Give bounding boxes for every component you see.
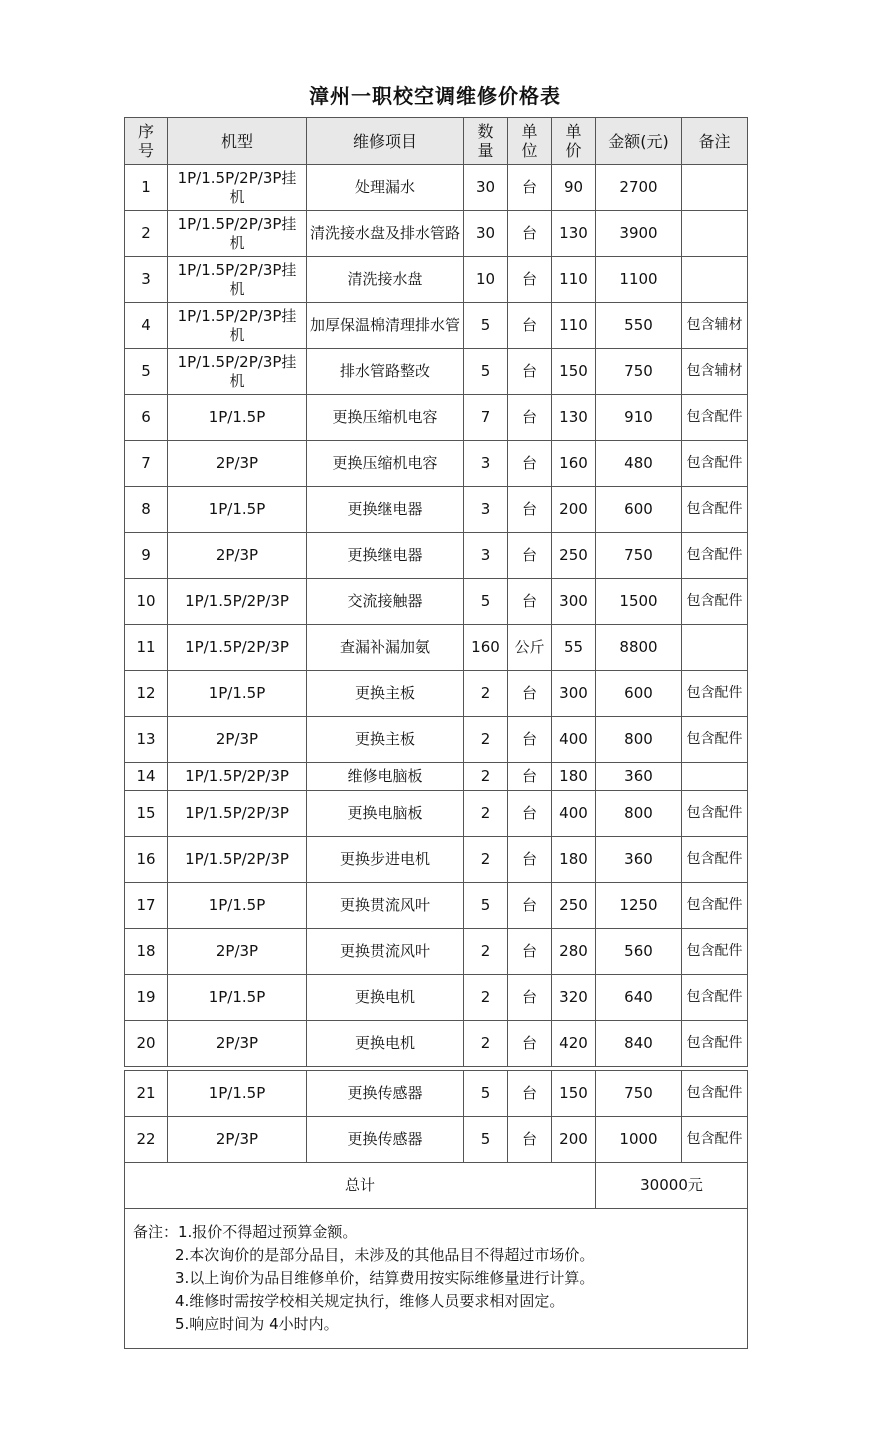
- table-row: [125, 717, 748, 763]
- cell-qty: 10: [464, 257, 508, 303]
- cell-note: 包含配件: [682, 441, 748, 487]
- table-row: [125, 837, 748, 883]
- cell-model: 1P/1.5P/2P/3P: [168, 579, 307, 625]
- cell-unit: 台: [508, 533, 552, 579]
- cell-model: 1P/1.5P/2P/3P: [168, 791, 307, 837]
- cell-price: 320: [552, 975, 596, 1021]
- cell-qty: 30: [464, 211, 508, 257]
- cell-unit: 台: [508, 303, 552, 349]
- cell-unit: 台: [508, 165, 552, 211]
- cell-seq: 15: [125, 791, 168, 837]
- cell-model: 2P/3P: [168, 533, 307, 579]
- cell-unit: 台: [508, 883, 552, 929]
- cell-seq: 11: [125, 625, 168, 671]
- cell-note: [682, 625, 748, 671]
- cell-seq: 4: [125, 303, 168, 349]
- cell-price: 200: [552, 487, 596, 533]
- cell-qty: 2: [464, 929, 508, 975]
- cell-model: 1P/1.5P: [168, 395, 307, 441]
- remark-line: 5.响应时间为 4小时内。: [175, 1315, 339, 1333]
- cell-amount: 750: [596, 533, 682, 579]
- cell-unit: 台: [508, 763, 552, 791]
- cell-note: 包含配件: [682, 671, 748, 717]
- table-row: [125, 1117, 748, 1163]
- cell-item: 更换传感器: [307, 1117, 464, 1163]
- cell-price: 180: [552, 837, 596, 883]
- header-qty: 数 量: [464, 118, 508, 165]
- cell-model: 1P/1.5P/2P/3P挂机: [168, 303, 307, 349]
- cell-model: 1P/1.5P: [168, 975, 307, 1021]
- cell-note: 包含配件: [682, 1021, 748, 1067]
- remark-line: 备注：1.报价不得超过预算金额。: [133, 1223, 358, 1241]
- cell-qty: 3: [464, 441, 508, 487]
- table-row: [125, 395, 748, 441]
- cell-unit: 台: [508, 349, 552, 395]
- cell-model: 2P/3P: [168, 1117, 307, 1163]
- table-row: [125, 533, 748, 579]
- cell-seq: 8: [125, 487, 168, 533]
- cell-qty: 5: [464, 883, 508, 929]
- cell-amount: 360: [596, 763, 682, 791]
- price-table: [124, 117, 748, 1349]
- table-row: [125, 165, 748, 211]
- cell-price: 180: [552, 763, 596, 791]
- cell-seq: 19: [125, 975, 168, 1021]
- cell-qty: 5: [464, 303, 508, 349]
- cell-unit: 台: [508, 1117, 552, 1163]
- cell-model: 1P/1.5P/2P/3P挂机: [168, 349, 307, 395]
- cell-item: 更换贯流风叶: [307, 883, 464, 929]
- cell-amount: 480: [596, 441, 682, 487]
- cell-amount: 560: [596, 929, 682, 975]
- cell-model: 1P/1.5P/2P/3P挂机: [168, 165, 307, 211]
- cell-price: 300: [552, 579, 596, 625]
- cell-qty: 7: [464, 395, 508, 441]
- cell-item: 更换继电器: [307, 533, 464, 579]
- total-value: 30000元: [596, 1163, 748, 1209]
- table-row: [125, 671, 748, 717]
- cell-note: 包含配件: [682, 395, 748, 441]
- cell-amount: 1500: [596, 579, 682, 625]
- cell-qty: 2: [464, 791, 508, 837]
- cell-item: 加厚保温棉清理排水管: [307, 303, 464, 349]
- cell-note: 包含配件: [682, 883, 748, 929]
- cell-price: 300: [552, 671, 596, 717]
- cell-unit: 台: [508, 791, 552, 837]
- cell-qty: 160: [464, 625, 508, 671]
- cell-price: 150: [552, 1071, 596, 1117]
- cell-unit: 台: [508, 487, 552, 533]
- table-row: [125, 257, 748, 303]
- cell-note: 包含配件: [682, 533, 748, 579]
- table-row: [125, 211, 748, 257]
- cell-item: 查漏补漏加氨: [307, 625, 464, 671]
- cell-note: 包含配件: [682, 929, 748, 975]
- cell-seq: 20: [125, 1021, 168, 1067]
- cell-note: [682, 211, 748, 257]
- header-amount: 金额(元): [596, 118, 682, 165]
- cell-amount: 640: [596, 975, 682, 1021]
- cell-amount: 360: [596, 837, 682, 883]
- header-model: 机型: [168, 118, 307, 165]
- cell-model: 1P/1.5P/2P/3P: [168, 837, 307, 883]
- cell-item: 更换压缩机电容: [307, 441, 464, 487]
- cell-seq: 17: [125, 883, 168, 929]
- header-unit: 单 位: [508, 118, 552, 165]
- cell-price: 55: [552, 625, 596, 671]
- cell-qty: 30: [464, 165, 508, 211]
- cell-qty: 5: [464, 1117, 508, 1163]
- cell-seq: 16: [125, 837, 168, 883]
- cell-model: 1P/1.5P/2P/3P挂机: [168, 257, 307, 303]
- cell-seq: 12: [125, 671, 168, 717]
- table-row: [125, 487, 748, 533]
- cell-model: 2P/3P: [168, 929, 307, 975]
- cell-price: 400: [552, 717, 596, 763]
- cell-qty: 2: [464, 671, 508, 717]
- cell-unit: 台: [508, 441, 552, 487]
- cell-unit: 台: [508, 975, 552, 1021]
- cell-item: 更换电机: [307, 1021, 464, 1067]
- cell-amount: 910: [596, 395, 682, 441]
- cell-note: 包含配件: [682, 791, 748, 837]
- cell-note: [682, 257, 748, 303]
- header-price: 单 价: [552, 118, 596, 165]
- cell-amount: 800: [596, 717, 682, 763]
- total-row: [125, 1163, 748, 1209]
- cell-qty: 3: [464, 487, 508, 533]
- cell-amount: 840: [596, 1021, 682, 1067]
- table-row: [125, 303, 748, 349]
- cell-model: 1P/1.5P/2P/3P: [168, 763, 307, 791]
- cell-amount: 800: [596, 791, 682, 837]
- cell-seq: 13: [125, 717, 168, 763]
- remarks-cell: [125, 1209, 748, 1349]
- cell-seq: 6: [125, 395, 168, 441]
- cell-seq: 21: [125, 1071, 168, 1117]
- header-item: 维修项目: [307, 118, 464, 165]
- table-row: [125, 625, 748, 671]
- cell-item: 清洗接水盘及排水管路: [307, 211, 464, 257]
- cell-amount: 1250: [596, 883, 682, 929]
- table-header-row: [125, 118, 748, 165]
- table-row: [125, 791, 748, 837]
- cell-seq: 18: [125, 929, 168, 975]
- cell-amount: 3900: [596, 211, 682, 257]
- cell-note: 包含配件: [682, 837, 748, 883]
- cell-item: 更换电机: [307, 975, 464, 1021]
- remark-line: 4.维修时需按学校相关规定执行，维修人员要求相对固定。: [175, 1292, 565, 1310]
- cell-seq: 2: [125, 211, 168, 257]
- total-label: 总计: [125, 1163, 596, 1209]
- cell-price: 200: [552, 1117, 596, 1163]
- cell-unit: 台: [508, 837, 552, 883]
- cell-unit: 台: [508, 579, 552, 625]
- cell-qty: 2: [464, 975, 508, 1021]
- cell-model: 1P/1.5P: [168, 671, 307, 717]
- cell-note: 包含配件: [682, 717, 748, 763]
- cell-model: 1P/1.5P/2P/3P挂机: [168, 211, 307, 257]
- cell-item: 交流接触器: [307, 579, 464, 625]
- cell-item: 更换继电器: [307, 487, 464, 533]
- cell-price: 280: [552, 929, 596, 975]
- cell-unit: 台: [508, 395, 552, 441]
- cell-note: 包含配件: [682, 1117, 748, 1163]
- cell-item: 更换主板: [307, 717, 464, 763]
- cell-note: 包含辅材: [682, 349, 748, 395]
- cell-price: 110: [552, 257, 596, 303]
- cell-unit: 台: [508, 717, 552, 763]
- remark-line: 2.本次询价的是部分品目，未涉及的其他品目不得超过市场价。: [175, 1246, 595, 1264]
- table-row: [125, 763, 748, 791]
- header-seq: 序 号: [125, 118, 168, 165]
- remarks-row: [125, 1209, 748, 1349]
- header-note: 备注: [682, 118, 748, 165]
- cell-note: 包含配件: [682, 1071, 748, 1117]
- cell-price: 420: [552, 1021, 596, 1067]
- cell-price: 130: [552, 211, 596, 257]
- document-title: 漳州一职校空调维修价格表: [309, 84, 561, 108]
- cell-item: 更换主板: [307, 671, 464, 717]
- cell-price: 160: [552, 441, 596, 487]
- cell-unit: 台: [508, 929, 552, 975]
- cell-amount: 750: [596, 349, 682, 395]
- cell-item: 清洗接水盘: [307, 257, 464, 303]
- cell-note: [682, 763, 748, 791]
- table-row: [125, 929, 748, 975]
- table-row: [125, 579, 748, 625]
- cell-model: 2P/3P: [168, 1021, 307, 1067]
- cell-seq: 22: [125, 1117, 168, 1163]
- cell-seq: 10: [125, 579, 168, 625]
- cell-unit: 台: [508, 671, 552, 717]
- cell-item: 排水管路整改: [307, 349, 464, 395]
- cell-item: 更换传感器: [307, 1071, 464, 1117]
- table-row: [125, 883, 748, 929]
- table-row: [125, 349, 748, 395]
- cell-amount: 550: [596, 303, 682, 349]
- cell-qty: 5: [464, 579, 508, 625]
- cell-price: 110: [552, 303, 596, 349]
- cell-seq: 9: [125, 533, 168, 579]
- table-row: [125, 1071, 748, 1117]
- cell-model: 2P/3P: [168, 441, 307, 487]
- cell-item: 更换压缩机电容: [307, 395, 464, 441]
- cell-note: 包含配件: [682, 975, 748, 1021]
- cell-model: 1P/1.5P: [168, 487, 307, 533]
- table-row: [125, 975, 748, 1021]
- cell-amount: 1000: [596, 1117, 682, 1163]
- cell-item: 维修电脑板: [307, 763, 464, 791]
- cell-model: 2P/3P: [168, 717, 307, 763]
- cell-item: 处理漏水: [307, 165, 464, 211]
- cell-qty: 2: [464, 763, 508, 791]
- cell-amount: 8800: [596, 625, 682, 671]
- cell-unit: 台: [508, 1071, 552, 1117]
- table-row: [125, 441, 748, 487]
- cell-qty: 2: [464, 837, 508, 883]
- cell-qty: 2: [464, 1021, 508, 1067]
- cell-seq: 14: [125, 763, 168, 791]
- cell-note: 包含配件: [682, 487, 748, 533]
- cell-item: 更换电脑板: [307, 791, 464, 837]
- cell-model: 1P/1.5P: [168, 883, 307, 929]
- cell-model: 1P/1.5P: [168, 1071, 307, 1117]
- cell-qty: 5: [464, 349, 508, 395]
- cell-seq: 3: [125, 257, 168, 303]
- cell-qty: 3: [464, 533, 508, 579]
- remark-line: 3.以上询价为品目维修单价，结算费用按实际维修量进行计算。: [175, 1269, 595, 1287]
- cell-unit: 台: [508, 257, 552, 303]
- cell-amount: 600: [596, 671, 682, 717]
- cell-price: 150: [552, 349, 596, 395]
- table-row: [125, 1021, 748, 1067]
- cell-amount: 750: [596, 1071, 682, 1117]
- cell-amount: 1100: [596, 257, 682, 303]
- cell-note: 包含辅材: [682, 303, 748, 349]
- cell-unit: 台: [508, 211, 552, 257]
- cell-note: [682, 165, 748, 211]
- cell-qty: 2: [464, 717, 508, 763]
- cell-note: 包含配件: [682, 579, 748, 625]
- cell-item: 更换步进电机: [307, 837, 464, 883]
- cell-price: 130: [552, 395, 596, 441]
- cell-qty: 5: [464, 1071, 508, 1117]
- cell-seq: 7: [125, 441, 168, 487]
- cell-price: 250: [552, 533, 596, 579]
- cell-price: 90: [552, 165, 596, 211]
- cell-seq: 1: [125, 165, 168, 211]
- cell-amount: 600: [596, 487, 682, 533]
- cell-unit: 公斤: [508, 625, 552, 671]
- cell-price: 250: [552, 883, 596, 929]
- cell-seq: 5: [125, 349, 168, 395]
- cell-model: 1P/1.5P/2P/3P: [168, 625, 307, 671]
- cell-price: 400: [552, 791, 596, 837]
- cell-item: 更换贯流风叶: [307, 929, 464, 975]
- cell-amount: 2700: [596, 165, 682, 211]
- cell-unit: 台: [508, 1021, 552, 1067]
